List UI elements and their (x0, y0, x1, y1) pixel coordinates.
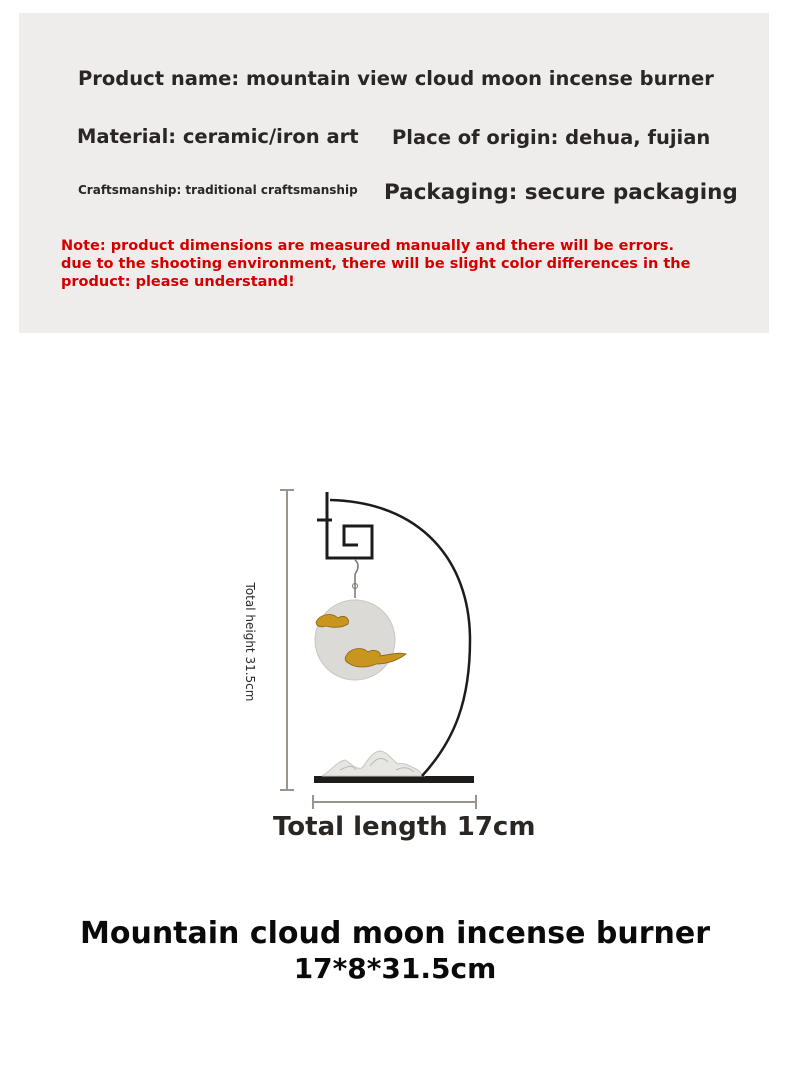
height-dimension-line (280, 490, 294, 790)
packaging-text: Packaging: secure packaging (384, 180, 738, 205)
length-dimension-line (313, 795, 476, 809)
ceramic-moon-disk (315, 600, 395, 680)
note-line-1: Note: product dimensions are measured manually and there will be errors. (61, 238, 674, 254)
gold-cloud-lower (345, 649, 406, 667)
porcelain-mountains-shape (322, 751, 424, 776)
total-height-label: Total height 31.5cm (243, 582, 257, 702)
note-line-2: due to the shooting environment, there will be slight color differences in the (61, 256, 691, 272)
material-text: Material: ceramic/iron art (77, 125, 359, 148)
iron-base-plate (314, 776, 474, 783)
total-length-label: Total length 17cm (273, 812, 536, 842)
origin-text: Place of origin: dehua, fujian (392, 126, 711, 149)
disclaimer-note (61, 237, 721, 291)
note-line-3: product: please understand! (61, 274, 295, 290)
product-size: 17*8*31.5cm (293, 952, 497, 985)
craftsmanship-text: Craftsmanship: traditional craftsmanship (78, 183, 358, 197)
product-name-text: Product name: mountain view cloud moon incense burner (78, 67, 714, 90)
product-illustration (0, 470, 790, 830)
gold-cloud-upper (316, 615, 348, 628)
product-title: Mountain cloud moon incense burner (80, 916, 710, 951)
hanging-chain (355, 560, 358, 598)
